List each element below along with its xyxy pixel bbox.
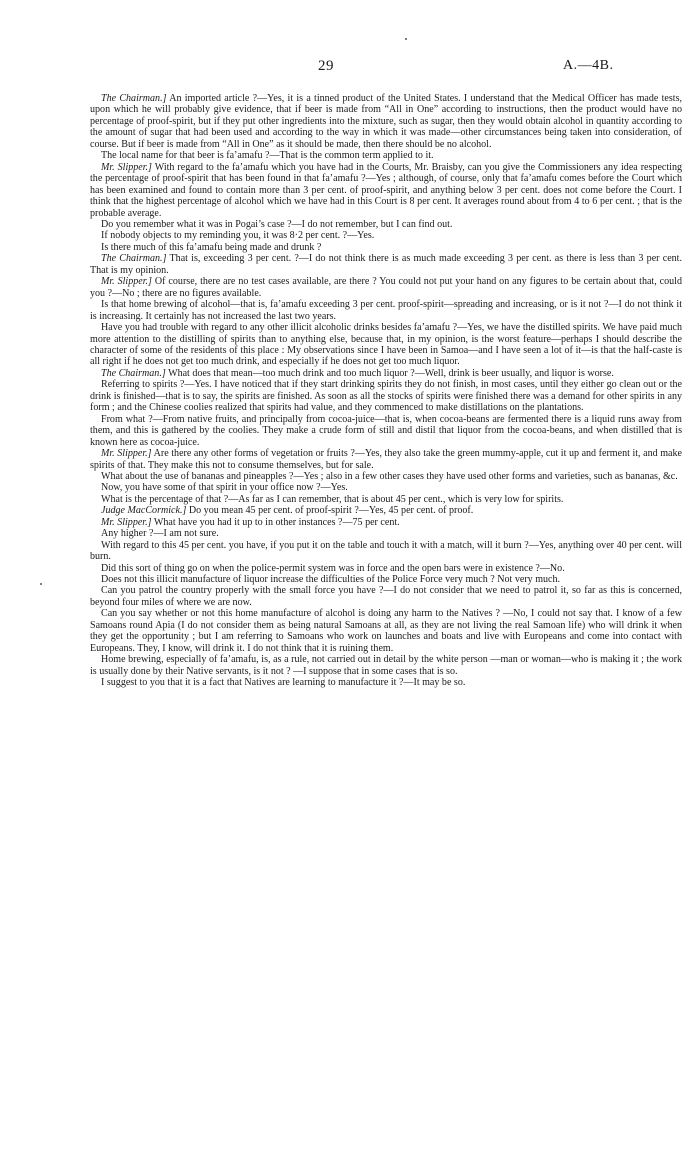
testimony-paragraph	[90, 654, 682, 677]
paragraph-text: What about the use of bananas and pineapples ?—Yes ; also in a few other cases they have used other forms and varieties, such as bananas, &c.	[101, 470, 678, 482]
testimony-paragraph	[90, 448, 682, 471]
speaker-label: The Chairman.]	[101, 367, 166, 379]
speaker-label: The Chairman.]	[101, 93, 167, 104]
testimony-paragraph	[90, 242, 682, 253]
paragraph-text: Are there any other forms of vegetation or fruits ?—Yes, they also take the green mummy-apple, cut it up and ferment it, and make spirits of that. They make this not to consume themselves, but for sale.	[90, 448, 682, 471]
testimony-paragraph	[90, 517, 682, 528]
testimony-paragraph	[90, 299, 682, 322]
paragraph-text: Can you say whether or not this home manufacture of alcohol is doing any harm to the Natives ? —No, I could not say that. I know of a few Samoans round Apia (I do not consider them as being natural Samoans at all, as they are not living the real Samoan life) who will drink it when they get the opportunity ; but I am referring to Samoans who work on launches and boats and live with Europeans and come into contact with Europeans. They, I know, will drink it. I do not think that it is ruining them.	[90, 608, 682, 654]
speaker-label: The Chairman.]	[101, 253, 167, 265]
testimony-paragraph	[90, 414, 682, 448]
testimony-paragraph	[90, 540, 682, 563]
testimony-paragraph	[90, 368, 682, 379]
testimony-paragraph	[90, 219, 682, 230]
testimony-body	[90, 93, 682, 689]
speaker-label: Mr. Slipper.]	[101, 161, 152, 173]
testimony-paragraph	[90, 608, 682, 654]
paragraph-text: From what ?—From native fruits, and principally from cocoa-juice—that is, when cocoa-beans are fermented there is a liquid runs away from them, and this is gathered by the coolies. They make a crude form of still and distil that liquor from the cocoa-beans, and when distilled that is known here as cocoa-juice.	[90, 413, 682, 448]
testimony-paragraph	[90, 471, 682, 482]
paragraph-text: What does that mean—too much drink and too much liquor ?—Well, drink is beer usually, and liquor is worse.	[165, 367, 614, 379]
testimony-paragraph	[90, 528, 682, 539]
testimony-paragraph	[90, 563, 682, 574]
scan-speck	[40, 583, 42, 585]
paragraph-text: If nobody objects to my reminding you, it was 8·2 per cent. ?—Yes.	[101, 230, 375, 242]
testimony-paragraph	[90, 253, 682, 276]
testimony-paragraph	[90, 677, 682, 688]
paragraph-text: Now, you have some of that spirit in your office now ?—Yes.	[101, 482, 348, 494]
testimony-paragraph	[90, 276, 682, 299]
scan-speck	[405, 38, 407, 40]
testimony-paragraph	[90, 322, 682, 368]
paragraph-text: Do you mean 45 per cent. of proof-spirit ?—Yes, 45 per cent. of proof.	[186, 505, 474, 517]
paragraph-text: What have you had it up to in other instances ?—75 per cent.	[151, 516, 400, 528]
speaker-label: Mr. Slipper.]	[101, 448, 152, 460]
testimony-paragraph	[90, 93, 682, 150]
paragraph-text: Is that home brewing of alcohol—that is, fa’amafu exceeding 3 per cent. proof-spirit—spreading and increasing, or is it not ?—I do not think it is increasing. It certainly has not increased the last two years.	[90, 299, 682, 322]
paragraph-text: Is there much of this fa’amafu being made and drunk ?	[101, 241, 322, 253]
speaker-label: Judge MacCormick.]	[101, 505, 187, 517]
paragraph-text: Does not this illicit manufacture of liquor increase the difficulties of the Police Force very much ? Not very much.	[101, 574, 561, 586]
paragraph-text: Have you had trouble with regard to any other illicit alcoholic drinks besides fa’amafu ?—Yes, we have the distilled spirits. We have paid much more attention to the distilling of spirits than to anything else, because that, in my opinion, is the worst feature—perhaps I should describe the character of some of the residents of this place : My observations since I have been in Samoa—and I have seen a lot of it—is that the half-caste is all right if he does not get too much drink, and especially if he does not get too much liquor.	[90, 322, 682, 368]
paragraph-text: Of course, there are no test cases available, are there ? You could not put your hand on any figures to be certain about that, could you ?—No ; there are no figures available.	[90, 276, 682, 299]
testimony-paragraph	[90, 162, 682, 219]
testimony-paragraph	[90, 379, 682, 413]
speaker-label: Mr. Slipper.]	[101, 276, 152, 288]
paragraph-text: Do you remember what it was in Pogai’s case ?—I do not remember, but I can find out.	[101, 218, 453, 230]
page-header	[0, 58, 700, 78]
page-number: 29	[318, 58, 334, 74]
paragraph-text: What is the percentage of that ?—As far as I can remember, that is about 45 per cent., which is very low for spirits.	[101, 493, 564, 505]
testimony-paragraph	[90, 585, 682, 608]
paragraph-text: That is, exceeding 3 per cent. ?—I do not think there is as much made exceeding 3 per cent. as there is less than 3 per cent. That is my opinion.	[90, 253, 682, 276]
paragraph-text: Any higher ?—I am not sure.	[101, 528, 219, 540]
paragraph-text: Can you patrol the country properly with the small force you have ?—I do not consider that we need to patrol it, so far as this is concerned, beyond four miles of where we are now.	[90, 585, 682, 608]
testimony-paragraph	[90, 150, 682, 161]
paragraph-text: Home brewing, especially of fa’amafu, is, as a rule, not carried out in detail by the white person —man or woman—who is making it ; the work is usually done by their Native servants, is it not ? —I suppose that in some cases that is so.	[90, 654, 682, 677]
document-reference: A.—4B.	[563, 58, 614, 73]
testimony-paragraph	[90, 505, 682, 516]
paragraph-text: I suggest to you that it is a fact that Natives are learning to manufacture it ?—It may be so.	[101, 677, 466, 689]
testimony-paragraph	[90, 482, 682, 493]
speaker-label: Mr. Slipper.]	[101, 516, 152, 528]
paragraph-text: Referring to spirits ?—Yes. I have noticed that if they start drinking spirits they do not finish, in most cases, until they either go clean out or the drink is finished—that is to say, the spirits are finished. As soon as all the stocks of spirits were finished there was a demand for other spirits in any form ; and the Chinese coolies realized that spirits had value, and they commenced to make distillations on the plantations.	[90, 379, 682, 414]
paragraph-text: Did this sort of thing go on when the police-permit system was in force and the open bars were in existence ?—No.	[101, 562, 565, 574]
testimony-paragraph	[90, 574, 682, 585]
paragraph-text: With regard to the fa’amafu which you have had in the Courts, Mr. Braisby, can you give the Commissioners any idea respecting the percentage of proof-spirit that has been found in that fa’amafu ?—Yes ; although, of course, only that fa’amafu comes before the Court which has been examined and found to contain more than 3 per cent. of proof-spirit, and anything below 3 per cent. does not come before the Court. I think that the highest percentage of alcohol which we have had in this Court is 8 per cent. It averages round about from 4 to 6 per cent. ; that is the probable average.	[90, 161, 682, 219]
testimony-paragraph	[90, 494, 682, 505]
paragraph-text: An imported article ?—Yes, it is a tinned product of the United States. I understand that the Medical Officer has made tests, upon which he will probably give evidence, that if beer is made from “All in One” according to instructions, then the product would have no percentage of proof-spirit, but if they put other ingredients into the mixture, such as sugar, then they would obtain alcohol in quantity according to the amount of sugar that had been used and according to the way in which it was made—other circumstances being taken into consideration, of course. But if beer is made from “All in One” as it should be made, then there should be no alcohol.	[90, 93, 683, 150]
paragraph-text: The local name for that beer is fa’amafu ?—That is the common term applied to it.	[101, 150, 434, 162]
testimony-paragraph	[90, 230, 682, 241]
paragraph-text: With regard to this 45 per cent. you have, if you put it on the table and touch it with a match, will it burn ?—Yes, anything over 40 per cent. will burn.	[90, 539, 682, 563]
